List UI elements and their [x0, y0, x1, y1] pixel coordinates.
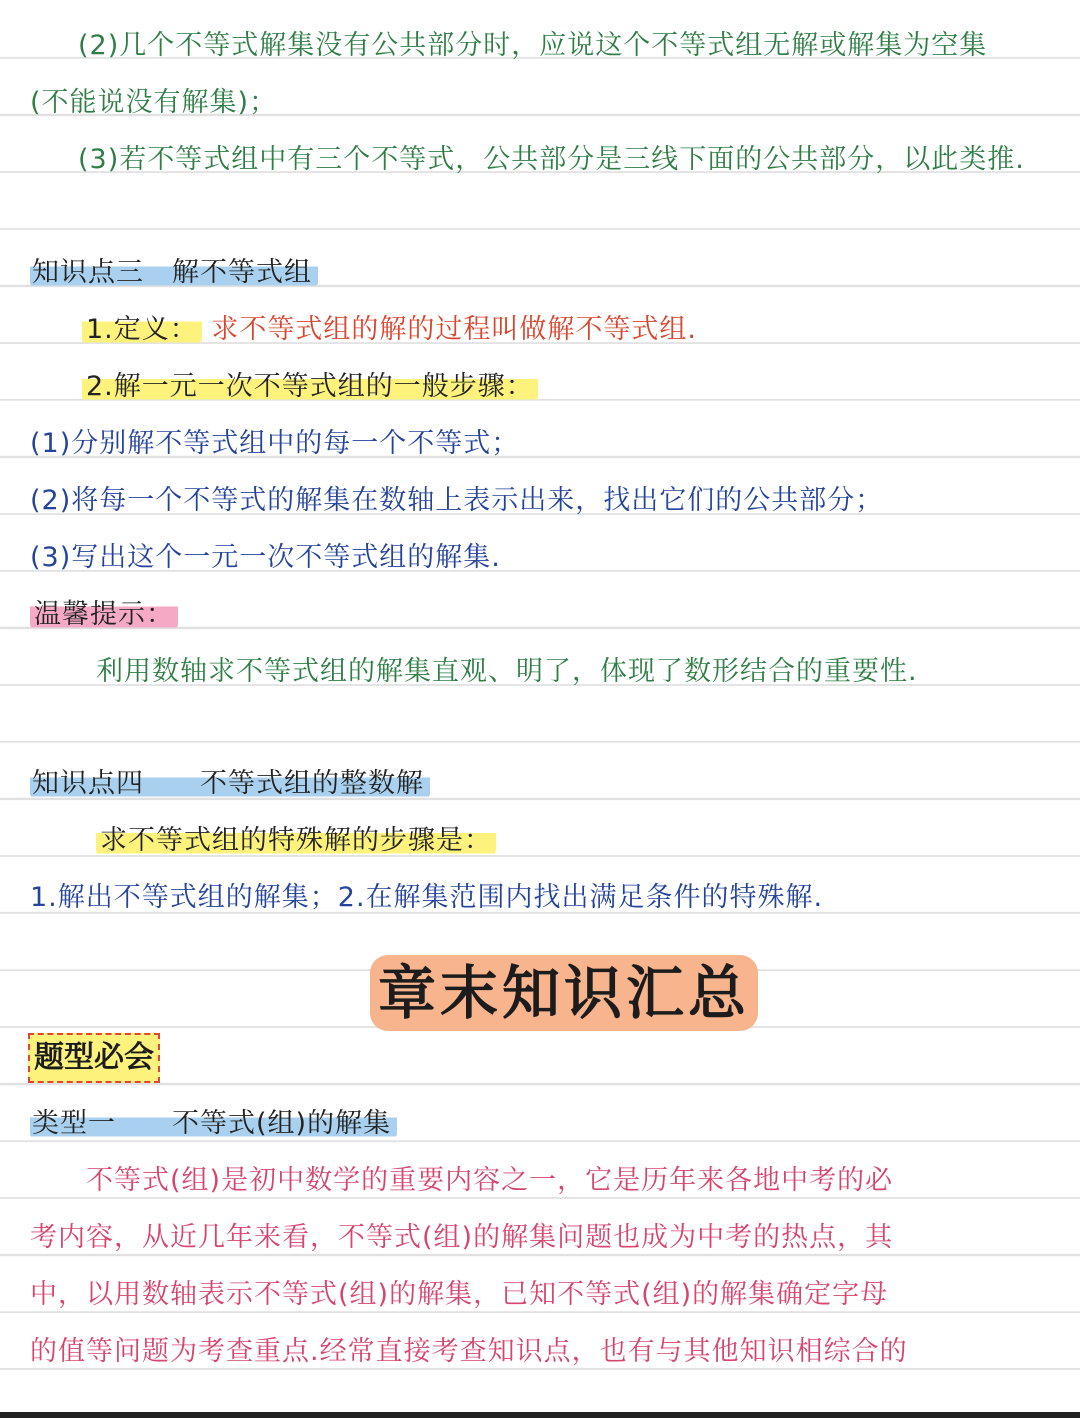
definition-text: 求不等式组的解的过程叫做解不等式组.: [211, 314, 697, 345]
section-heading-4-text: 知识点四 不等式组的整数解: [30, 768, 430, 799]
tip-label: 温馨提示：: [30, 599, 178, 630]
note-line-empty-set: (2)几个不等式解集没有公共部分时，应说这个不等式组无解或解集为空集: [78, 30, 988, 61]
step-item-2: (2)将每一个不等式的解集在数轴上表示出来，找出它们的公共部分；: [30, 485, 884, 516]
type-1-heading: [30, 1106, 397, 1142]
paragraph-line-4: 的值等问题为考查重点.经常直接考查知识点，也有与其他知识相综合的: [30, 1336, 908, 1367]
section-heading-3-text: 知识点三 解不等式组: [30, 257, 318, 288]
steps-label: 2.解一元一次不等式组的一般步骤：: [82, 371, 538, 402]
must-know-types-label: 题型必会: [28, 1033, 160, 1083]
type-1-heading-text: 类型一 不等式(组)的解集: [30, 1108, 397, 1139]
paragraph-line-3: 中，以用数轴表示不等式(组)的解集，已知不等式(组)的解集确定字母: [30, 1279, 889, 1310]
paragraph-line-1: 不等式(组)是初中数学的重要内容之一，它是历年来各地中考的必: [30, 1165, 894, 1196]
definition-line: [82, 312, 697, 348]
note-line-three-inequalities: (3)若不等式组中有三个不等式，公共部分是三线下面的公共部分，以此类推.: [78, 144, 1025, 175]
note-line-no-solution: (不能说没有解集)；: [30, 87, 278, 118]
special-solution-label: 求不等式组的特殊解的步骤是：: [96, 825, 496, 856]
special-solution-steps: 1.解出不等式组的解集；2.在解集范围内找出满足条件的特殊解.: [30, 882, 824, 913]
step-item-1: (1)分别解不等式组中的每一个不等式；: [30, 428, 520, 459]
special-solution-heading: [96, 823, 496, 859]
page-bottom-border: [0, 1412, 1080, 1418]
tip-text: 利用数轴求不等式组的解集直观、明了，体现了数形结合的重要性.: [96, 656, 918, 687]
chapter-summary-title: 章末知识汇总: [370, 955, 758, 1031]
section-heading-4: [30, 766, 430, 802]
section-heading-3: [30, 255, 318, 291]
steps-heading: [82, 369, 538, 405]
definition-label: 1.定义：: [82, 314, 202, 345]
paragraph-line-2: 考内容，从近几年来看，不等式(组)的解集问题也成为中考的热点，其: [30, 1222, 894, 1253]
step-item-3: (3)写出这个一元一次不等式组的解集.: [30, 542, 501, 573]
tip-heading: [30, 597, 178, 633]
